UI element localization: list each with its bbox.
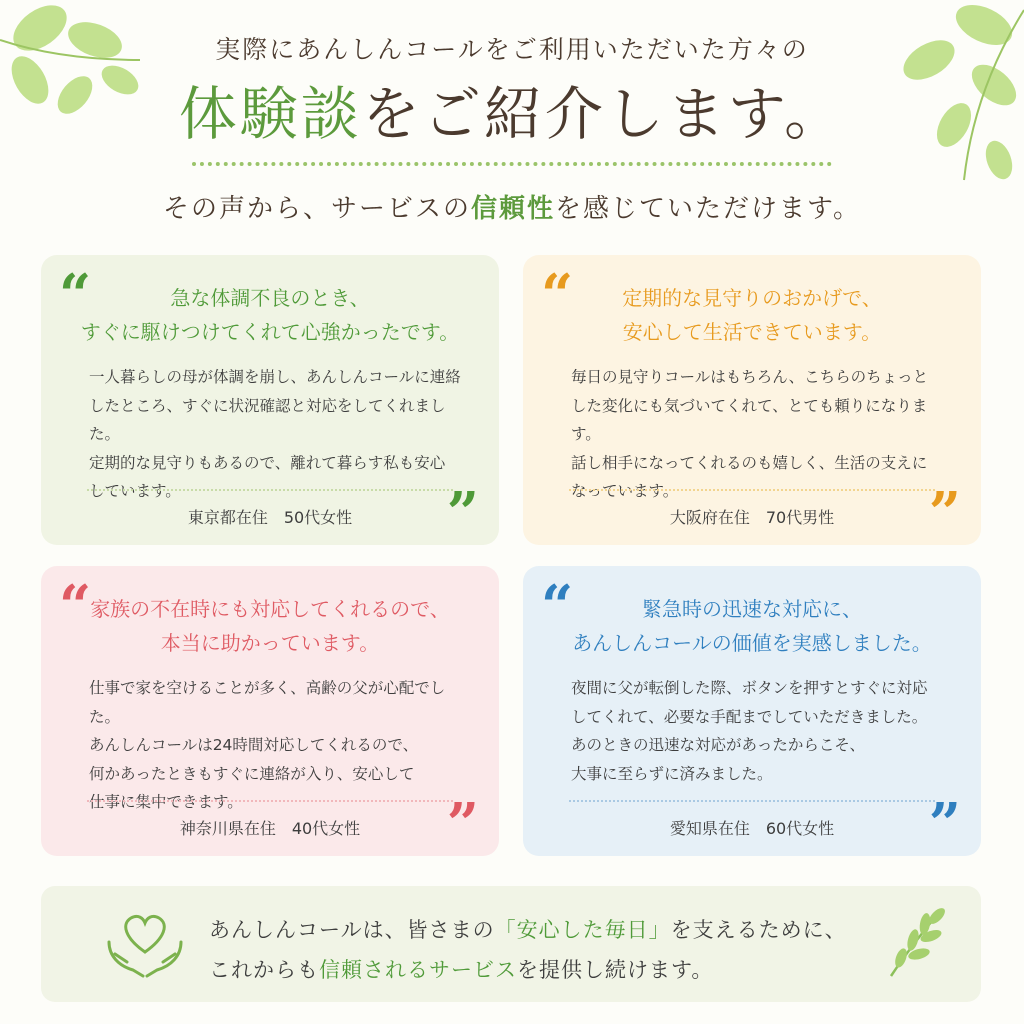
open-quote-icon: “ [59,573,92,639]
testimonial-author: 大阪府在住 70代男性 [669,508,835,527]
testimonial-headline: 緊急時の迅速な対応に、 あんしんコールの価値を実感しました。 [572,597,932,655]
dotted-divider [569,800,935,802]
testimonial-card-osaka [523,255,981,545]
open-quote-icon: “ [541,262,574,328]
testimonial-headline: 定期的な見守りのおかげで、 安心して生活できています。 [622,286,882,344]
footer-line1-accent: 「安心した毎日」 [494,918,671,942]
close-quote-icon: ” [928,480,961,546]
open-quote-icon: “ [541,573,574,639]
title-divider [192,162,832,166]
leaf-sprig-icon [879,902,949,982]
close-quote-icon: ” [446,480,479,546]
testimonial-body: 一人暮らしの母が体調を崩し、あんしんコールに連絡 したところ、すぐに状況確認と対応をしてくれました。 定期的な見守りもあるので、離れて暮らす私も安心 しています。 [89,368,461,500]
testimonial-card-tokyo [41,255,499,545]
subtitle-after: を感じていただけます。 [555,194,861,224]
testimonial-author: 愛知県在住 60代女性 [669,819,835,838]
close-quote-icon: ” [446,791,479,857]
dotted-divider [87,800,453,802]
heart-hands-icon [103,904,187,984]
open-quote-icon: “ [59,262,92,328]
subtitle-before: その声から、サービスの [163,194,472,224]
testimonial-author: 東京都在住 50代女性 [187,508,353,527]
footer-line-2 [209,950,847,990]
footer-message [209,910,847,990]
footer-line2-after: を提供し続けます。 [517,958,714,982]
page-title [0,82,1024,146]
footer-line2-before: これからも [209,958,319,982]
testimonial-headline: 急な体調不良のとき、 すぐに駆けつけてくれて心強かったです。 [80,286,460,344]
dotted-divider [569,489,935,491]
footer-message-box [41,886,981,1002]
testimonial-body: 毎日の見守りコールはもちろん、こちらのちょっと した変化にも気づいてくれて、とても頼りになります。 話し相手になってくれるのも嬉しく、生活の支えに なっています。 [571,368,929,500]
testimonial-card-aichi [523,566,981,856]
subtitle [0,188,1024,225]
testimonial-author: 神奈川県在住 40代女性 [179,819,361,838]
footer-line-1 [209,910,847,950]
testimonial-body: 仕事で家を空けることが多く、高齢の父が心配でした。 あんしんコールは24時間対応してくれるので、 何かあったときもすぐに連絡が入り、安心して 仕事に集中できます。 [89,679,446,811]
footer-line1-before: あんしんコールは、皆さまの [209,918,495,942]
header [0,30,1024,225]
footer-line1-after: を支えるために、 [670,918,847,942]
title-rest: をご紹介します。 [361,80,846,148]
testimonial-body: 夜間に父が転倒した際、ボタンを押すとすぐに対応 してくれて、必要な手配までしていただきました。 あのときの迅速な対応があったからこそ、 大事に至らずに済みました。 [571,679,928,783]
testimonial-card-kanagawa [41,566,499,856]
subtitle-accent: 信頼性 [471,194,556,224]
title-accent: 体験談 [178,80,362,148]
dotted-divider [87,489,453,491]
testimonial-headline: 家族の不在時にも対応してくれるので、 本当に助かっています。 [90,597,450,655]
footer-line2-accent: 信頼されるサービス [319,958,517,982]
lead-text: 実際にあんしんコールをご利用いただいた方々の [215,35,809,64]
close-quote-icon: ” [928,791,961,857]
